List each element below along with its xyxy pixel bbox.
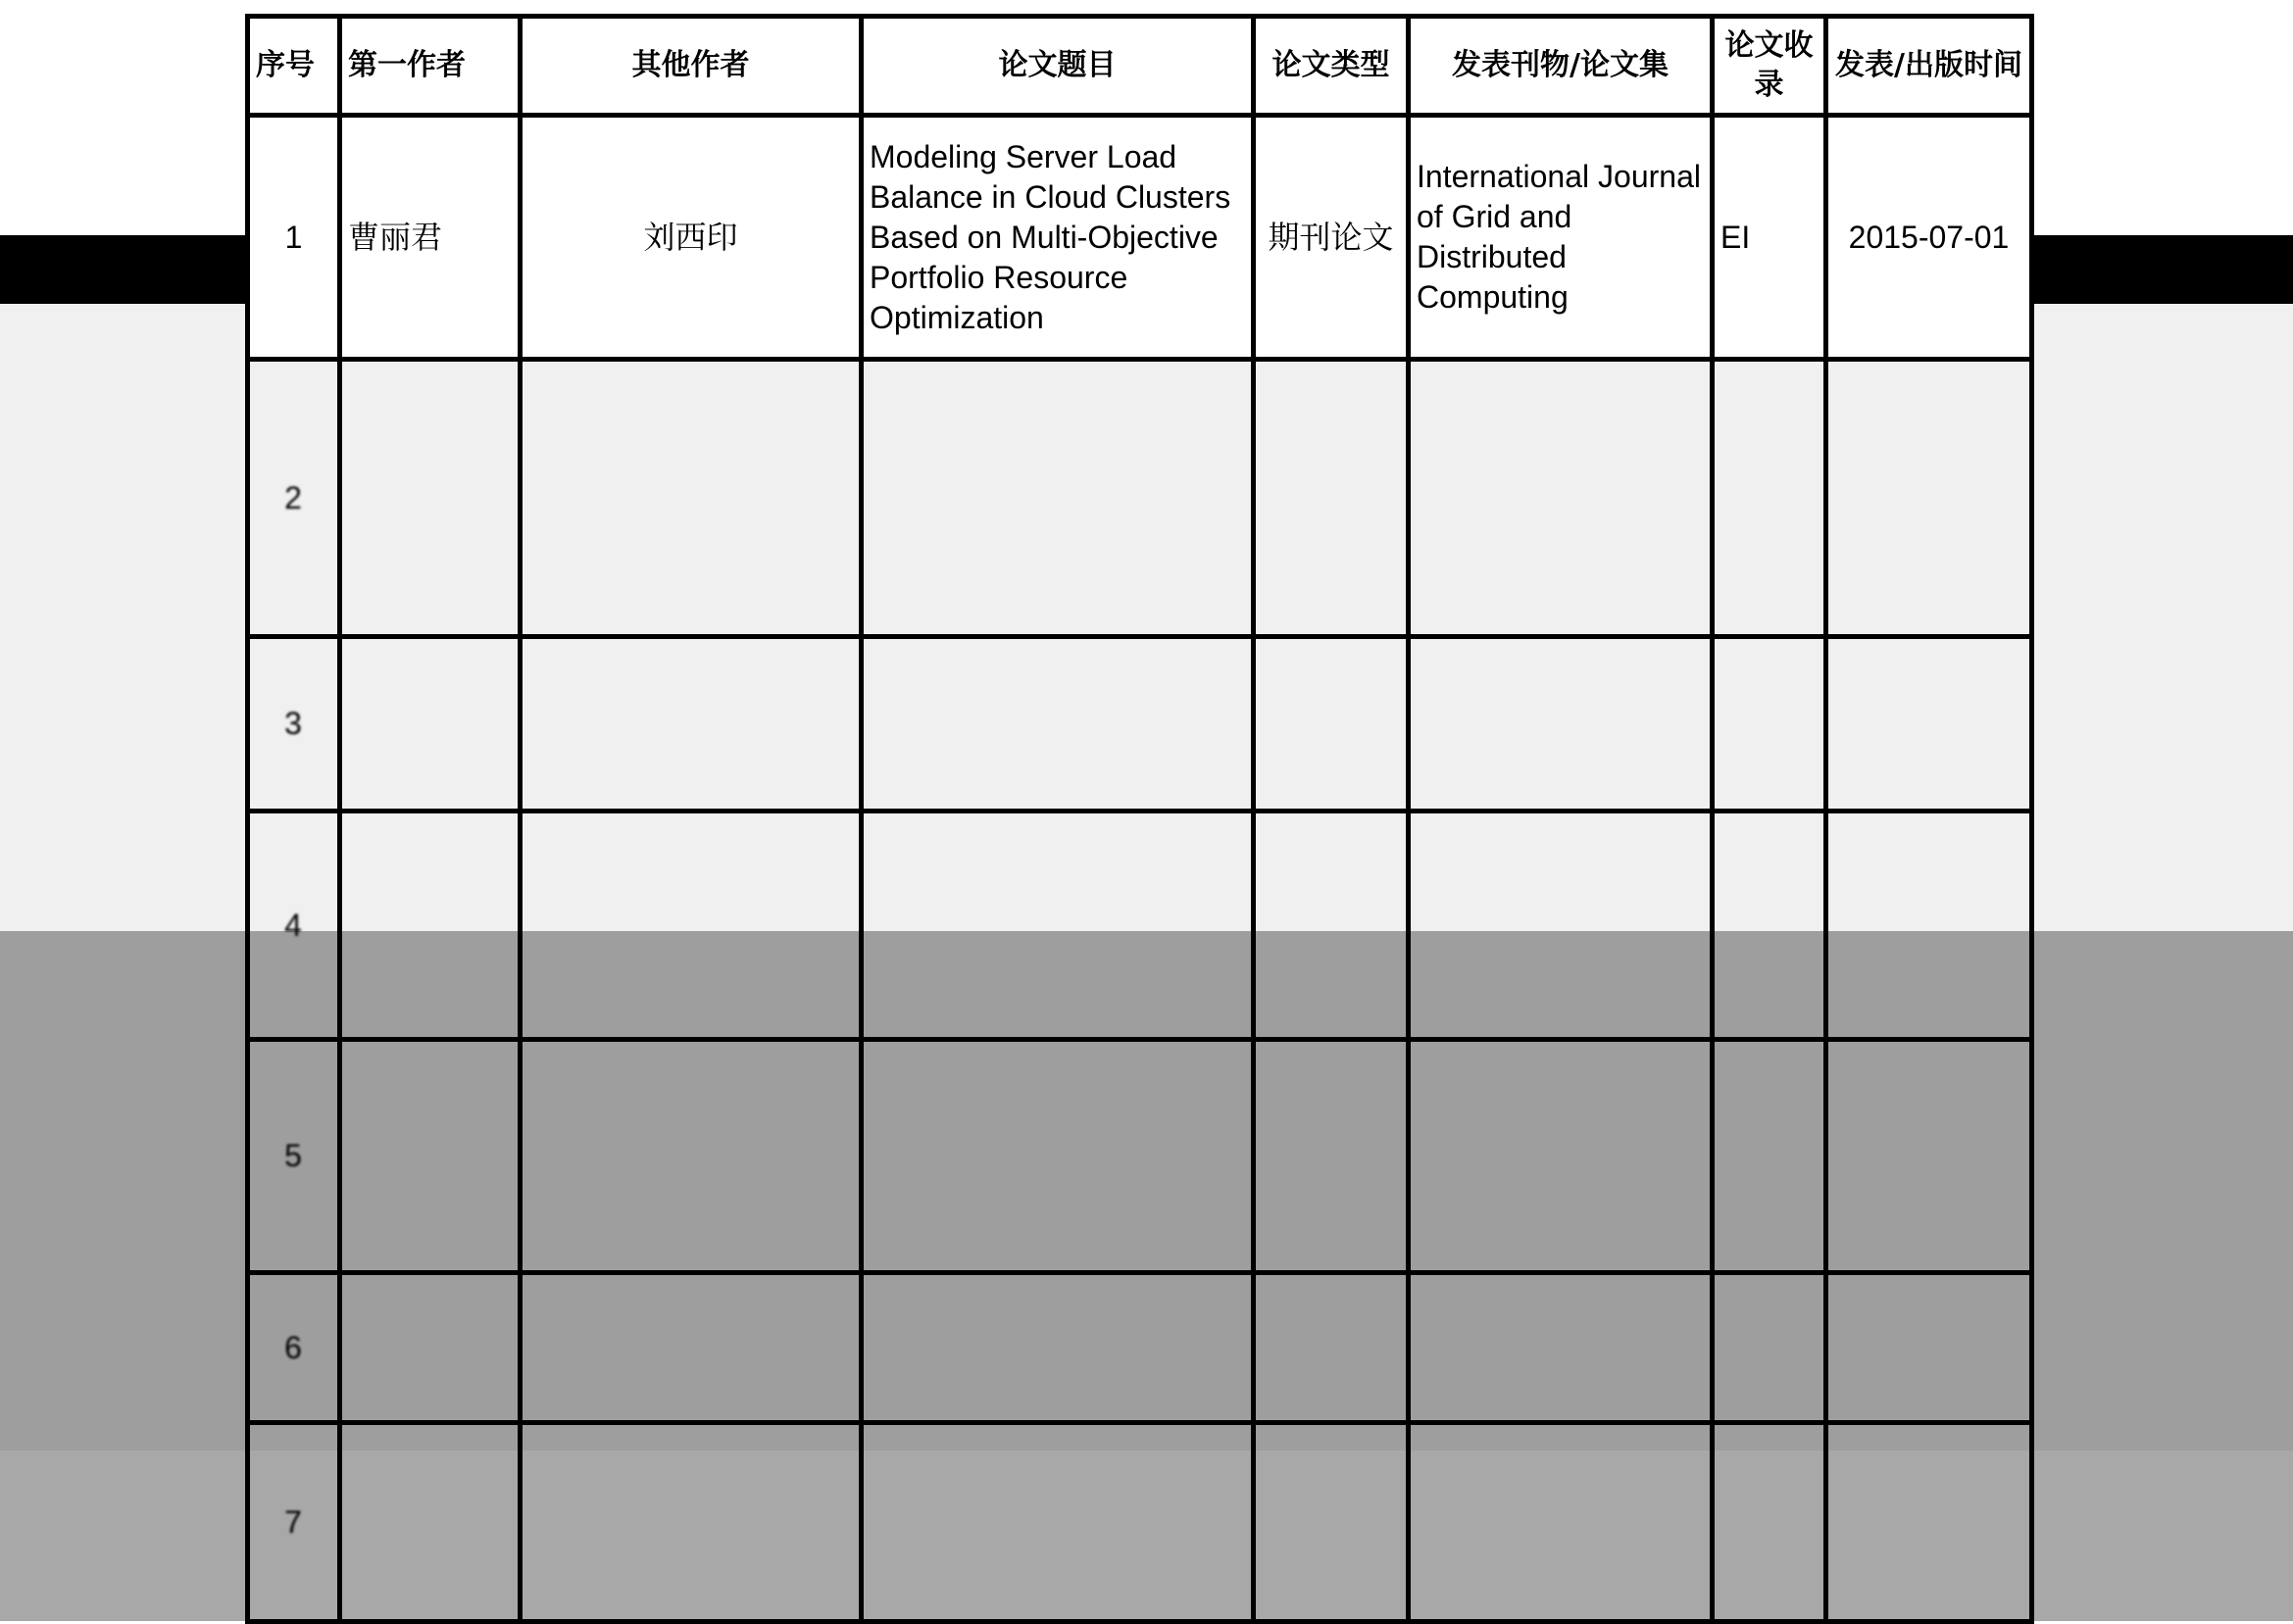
header-type: 论文类型 bbox=[1254, 17, 1409, 116]
header-indexed: 论文收录 bbox=[1713, 17, 1826, 116]
header-journal: 发表刊物/论文集 bbox=[1409, 17, 1713, 116]
cell-no: 5 bbox=[248, 1040, 340, 1273]
cell-date bbox=[1826, 1273, 2032, 1423]
cell-title bbox=[862, 360, 1254, 637]
cell-first-author bbox=[340, 812, 521, 1040]
cell-title bbox=[862, 1423, 1254, 1622]
cell-type bbox=[1254, 1423, 1409, 1622]
cell-first-author bbox=[340, 1273, 521, 1423]
header-no: 序号 bbox=[248, 17, 340, 116]
table-row bbox=[248, 1273, 2032, 1423]
cell-no: 1 bbox=[248, 116, 340, 360]
cell-type bbox=[1254, 360, 1409, 637]
cell-title bbox=[862, 637, 1254, 812]
cell-first-author bbox=[340, 360, 521, 637]
cell-type bbox=[1254, 637, 1409, 812]
table-row bbox=[248, 1040, 2032, 1273]
cell-journal bbox=[1409, 1273, 1713, 1423]
cell-other-authors bbox=[521, 1040, 862, 1273]
header-row bbox=[248, 17, 2032, 116]
cell-other-authors bbox=[521, 1273, 862, 1423]
header-other-authors: 其他作者 bbox=[521, 17, 862, 116]
cell-first-author bbox=[340, 1423, 521, 1622]
cell-title bbox=[862, 1040, 1254, 1273]
table-row bbox=[248, 360, 2032, 637]
cell-other-authors bbox=[521, 1423, 862, 1622]
table-row bbox=[248, 116, 2032, 360]
cell-type bbox=[1254, 1040, 1409, 1273]
cell-indexed bbox=[1713, 1423, 1826, 1622]
table-row bbox=[248, 637, 2032, 812]
cell-date bbox=[1826, 1040, 2032, 1273]
cell-other-authors bbox=[521, 812, 862, 1040]
cell-other-authors: 刘西印 bbox=[521, 116, 862, 360]
cell-no: 7 bbox=[248, 1423, 340, 1622]
cell-journal bbox=[1409, 1423, 1713, 1622]
header-title: 论文题目 bbox=[862, 17, 1254, 116]
cell-type bbox=[1254, 1273, 1409, 1423]
cell-indexed bbox=[1713, 360, 1826, 637]
cell-indexed bbox=[1713, 1040, 1826, 1273]
cell-indexed bbox=[1713, 637, 1826, 812]
header-date: 发表/出版时间 bbox=[1826, 17, 2032, 116]
cell-date bbox=[1826, 812, 2032, 1040]
cell-title bbox=[862, 1273, 1254, 1423]
cell-title bbox=[862, 812, 1254, 1040]
papers-table-container bbox=[245, 14, 2029, 1624]
cell-no: 2 bbox=[248, 360, 340, 637]
cell-date: 2015-07-01 bbox=[1826, 116, 2032, 360]
cell-indexed bbox=[1713, 812, 1826, 1040]
cell-journal bbox=[1409, 637, 1713, 812]
cell-date bbox=[1826, 637, 2032, 812]
cell-first-author: 曹丽君 bbox=[340, 116, 521, 360]
table-row bbox=[248, 812, 2032, 1040]
cell-no: 3 bbox=[248, 637, 340, 812]
cell-other-authors bbox=[521, 637, 862, 812]
cell-date bbox=[1826, 1423, 2032, 1622]
table-row bbox=[248, 1423, 2032, 1622]
cell-journal bbox=[1409, 360, 1713, 637]
cell-type bbox=[1254, 812, 1409, 1040]
cell-first-author bbox=[340, 637, 521, 812]
cell-journal bbox=[1409, 1040, 1713, 1273]
header-first-author: 第一作者 bbox=[340, 17, 521, 116]
cell-type: 期刊论文 bbox=[1254, 116, 1409, 360]
cell-no: 6 bbox=[248, 1273, 340, 1423]
cell-first-author bbox=[340, 1040, 521, 1273]
papers-table bbox=[245, 14, 2034, 1624]
cell-title: Modeling Server Load Balance in Cloud Clusters Based on Multi-Objective Portfolio Resource Optimization bbox=[862, 116, 1254, 360]
cell-no: 4 bbox=[248, 812, 340, 1040]
cell-other-authors bbox=[521, 360, 862, 637]
cell-date bbox=[1826, 360, 2032, 637]
cell-journal: International Journal of Grid and Distributed Computing bbox=[1409, 116, 1713, 360]
cell-indexed bbox=[1713, 1273, 1826, 1423]
cell-indexed: EI bbox=[1713, 116, 1826, 360]
cell-journal bbox=[1409, 812, 1713, 1040]
